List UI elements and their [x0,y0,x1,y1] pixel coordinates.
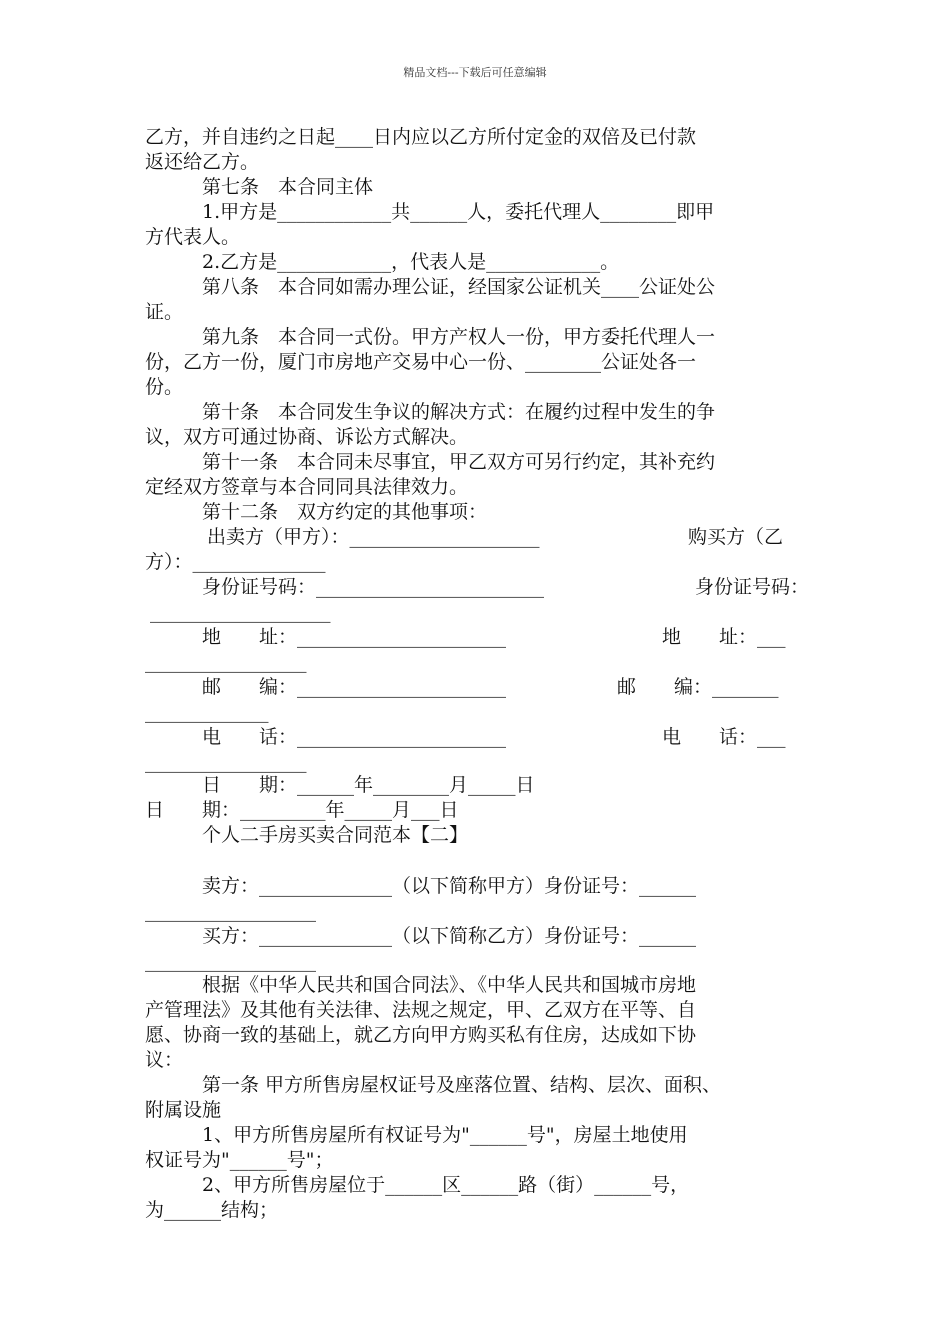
text-line: 身份证号码：________________________ [202,576,545,598]
text-line: __________________ [145,950,316,972]
text-line: 方代表人。 [145,226,241,248]
text-line: 地 址：______________________ [202,626,507,648]
text-line: 方）：______________ [145,551,326,573]
text-line: 2、甲方所售房屋位于______区______路（街）______号， [202,1174,690,1196]
text-line: 1、甲方所售房屋所有权证号为"______号"，房屋土地使用 [202,1124,688,1146]
text-line: 份。 [145,376,184,398]
text-line: 议： [145,1049,184,1071]
text-line: 乙方，并自违约之日起____日内应以乙方所付定金的双倍及已付款 [145,126,697,148]
text-line: 第十二条 双方约定的其他事项： [202,501,488,523]
text-line: 证。 [145,301,184,323]
text-line: 邮 编：______________________ [202,676,507,698]
text-line: 第十条 本合同发生争议的解决方式：在履约过程中发生的争 [202,401,716,423]
text-line: 买方：______________（以下简称乙方）身份证号：______ [202,925,697,947]
text-line: 第十一条 本合同未尽事宜，甲乙双方可另行约定，其补充约 [202,451,716,473]
text-line: 邮 编：_______ [617,676,779,698]
text-line: 返还给乙方。 [145,151,260,173]
text-line: 份，乙方一份，厦门市房地产交易中心一份、________公证处各一 [145,351,697,373]
text-line: __________________ [145,900,316,922]
text-line: 权证号为"______号"； [145,1149,334,1171]
section-title: 个人二手房买卖合同范本【二】 [202,824,469,846]
text-line: 地 址：___ [662,626,786,648]
text-line: 第九条 本合同一式份。甲方产权人一份，甲方委托代理人一 [202,326,716,348]
text-line: 1.甲方是____________共______人，委托代理人________即甲 [202,201,715,223]
text-line: 卖方：______________（以下简称甲方）身份证号：______ [202,875,697,897]
text-line: 第七条 本合同主体 [202,176,374,198]
text-line: 日 期：______年________月_____日 [202,774,535,796]
text-line: _________________ [145,651,307,673]
text-line: 第一条 甲方所售房屋权证号及座落位置、结构、层次、面积、 [202,1074,722,1096]
text-line: 购买方（乙 [688,526,784,548]
text-line: 身份证号码： [695,576,810,598]
text-line: 附属设施 [145,1099,222,1121]
text-line: 第八条 本合同如需办理公证，经国家公证机关____公证处公 [202,276,716,298]
page-header: 精品文档---下载后可任意编辑 [403,66,547,79]
text-line: _____________ [145,701,269,723]
text-line: 2.乙方是____________，代表人是____________。 [202,251,620,273]
text-line: 议，双方可通过协商、诉讼方式解决。 [145,426,469,448]
text-line: 定经双方签章与本合同同具法律效力。 [145,476,469,498]
text-line: ___________________ [150,601,331,623]
text-line: 日 期：_________年_____月___日 [145,799,459,821]
text-line: 根据《中华人民共和国合同法》、《中华人民共和国城市房地 [202,974,697,996]
text-line: 愿、协商一致的基础上，就乙方向甲方购买私有住房，达成如下协 [145,1024,697,1046]
text-line: 出卖方（甲方）：____________________ [207,526,540,548]
text-line: _________________ [145,751,307,773]
text-line: 产管理法》及其他有关法律、法规之规定，甲、乙双方在平等、自 [145,999,697,1021]
text-line: 为______结构； [145,1199,279,1221]
text-line: 电 话：______________________ [202,726,507,748]
text-line: 电 话：___ [662,726,786,748]
